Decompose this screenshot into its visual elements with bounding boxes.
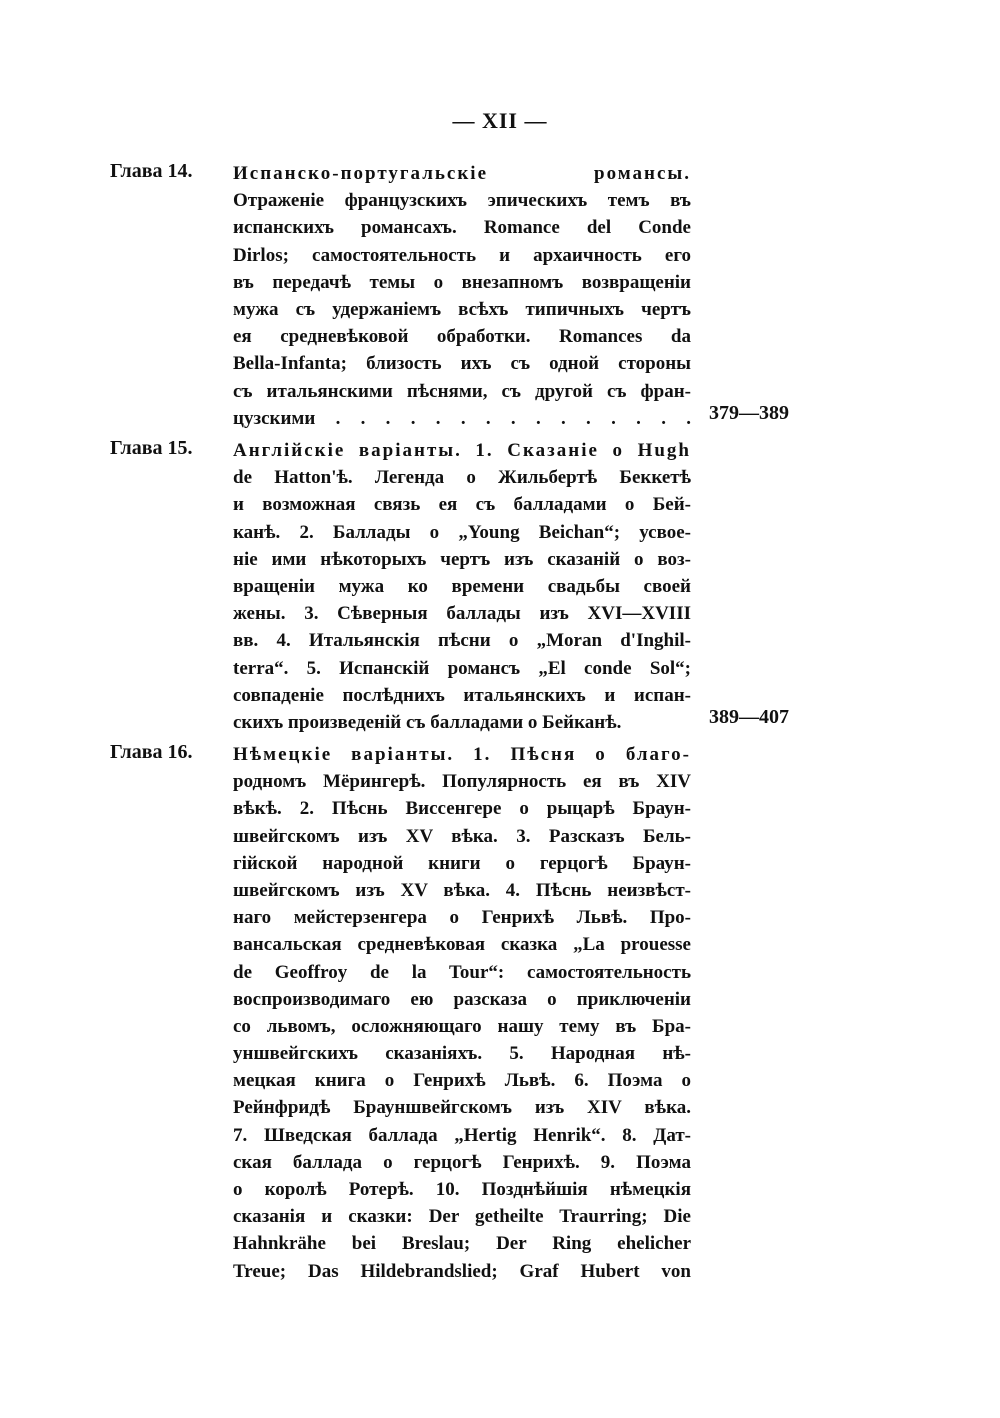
summary-line: жены. 3. Сѣверныя баллады изъ XVI—XVIII: [233, 603, 691, 625]
summary-line: съ итальянскими пѣснями, съ другой съ фран-: [233, 380, 691, 402]
chapter-label: Глава 15.: [110, 437, 193, 459]
summary-line: гійской народной книги о герцогѣ Браун-: [233, 852, 691, 874]
summary-line: вращеніи мужа ко времени свадьбы своей: [233, 575, 691, 597]
summary-line: воспроизводимаго ею разсказа о приключеніи: [233, 988, 691, 1010]
summary-line: швейгскомъ изъ XV вѣка. 3. Разсказъ Бель-: [233, 825, 691, 847]
summary-line: сказанія и сказки: Der getheilte Traurring; Die: [233, 1206, 691, 1228]
summary-line: канѣ. 2. Баллады о „Young Beichan“; усвое-: [233, 521, 691, 543]
chapter-title-line: Нѣмецкіе варіанты. 1. Пѣсня о благо-: [233, 744, 691, 765]
summary-line: совпаденіе послѣднихъ итальянскихъ и испан-: [233, 684, 691, 706]
summary-line: Hahnkrähe bei Breslau; Der Ring ehelicher: [233, 1233, 691, 1255]
summary-line: швейгскомъ изъ XV вѣка. 4. Пѣснь неизвѣст-: [233, 879, 691, 901]
summary-line: мецкая книга о Генрихѣ Львѣ. 6. Поэма о: [233, 1070, 691, 1092]
chapter-summary: [233, 160, 691, 432]
page-range: 389—407: [709, 706, 789, 728]
chapter-title-line: Испанско-португальскіе романсы.: [233, 163, 691, 184]
summary-line: terra“. 5. Испанскій романсъ „El conde Sol“;: [233, 657, 691, 679]
page-range: 379—389: [709, 402, 789, 424]
summary-line: мужа съ удержаніемъ всѣхъ типичныхъ чертъ: [233, 298, 691, 320]
summary-line: de Hatton'ѣ. Легенда о Жильбертѣ Беккетѣ: [233, 467, 691, 489]
summary-line: Dirlos; самостоятельность и архаичность его: [233, 244, 691, 266]
chapter-label: Глава 16.: [110, 741, 193, 763]
chapter-summary: [233, 437, 691, 736]
summary-line: и возможная связь ея съ балладами о Бей-: [233, 494, 691, 516]
summary-line: Отраженіе французскихъ эпическихъ темъ въ: [233, 190, 691, 212]
chapter-summary: [233, 741, 691, 1285]
summary-line: 7. Шведская баллада „Hertig Henrik“. 8. Дат-: [233, 1124, 691, 1146]
summary-line: вѣкѣ. 2. Пѣснь Виссенгере о рыцарѣ Браун-: [233, 798, 691, 820]
summary-line: de Geoffroy de la Tour“: самостоятельность: [233, 961, 691, 983]
summary-line: Рейнфридѣ Брауншвейгскомъ изъ XIV вѣка.: [233, 1097, 691, 1119]
chapter-title-line: Англійскіе варіанты. 1. Сказаніе о Hugh: [233, 440, 691, 461]
summary-line: о королѣ Ротерѣ. 10. Позднѣйшія нѣмецкія: [233, 1179, 691, 1200]
summary-line: родномъ Мёрингерѣ. Популярность ея въ XIV: [233, 771, 691, 793]
summary-line: наго мейстерзенгера о Генрихѣ Львѣ. Про-: [233, 907, 691, 929]
summary-line: въ передачѣ темы о внезапномъ возвращеніи: [233, 271, 691, 293]
summary-line: ея средневѣковой обработки. Romances da: [233, 326, 691, 348]
summary-line: ніе ими нѣкоторыхъ чертъ изъ сказаній о воз-: [233, 548, 691, 570]
summary-line: со львомъ, осложняющаго нашу тему въ Бра-: [233, 1015, 691, 1037]
summary-line: вв. 4. Итальянскія пѣсни о „Moran d'Inghil-: [233, 630, 691, 652]
summary-line: скихъ произведеній съ балладами о Бейканѣ.: [233, 711, 622, 733]
summary-line: ская баллада о герцогѣ Генрихѣ. 9. Поэма: [233, 1151, 691, 1173]
summary-line-with-leader: цузскими . . . . . . . . . . . . . . .: [233, 407, 691, 429]
summary-line: вансальская средневѣковая сказка „La prouesse: [233, 934, 691, 956]
summary-line: уншвейгскихъ сказаніяхъ. 5. Народная нѣ-: [233, 1043, 691, 1065]
chapter-label: Глава 14.: [110, 160, 193, 182]
summary-line: Treue; Das Hildebrandslied; Graf Hubert von: [233, 1260, 691, 1282]
page-number: — XII —: [452, 108, 548, 133]
summary-line: испанскихъ романсахъ. Romance del Conde: [233, 217, 691, 239]
summary-line: Bella-Infanta; близость ихъ съ одной стороны: [233, 353, 691, 375]
